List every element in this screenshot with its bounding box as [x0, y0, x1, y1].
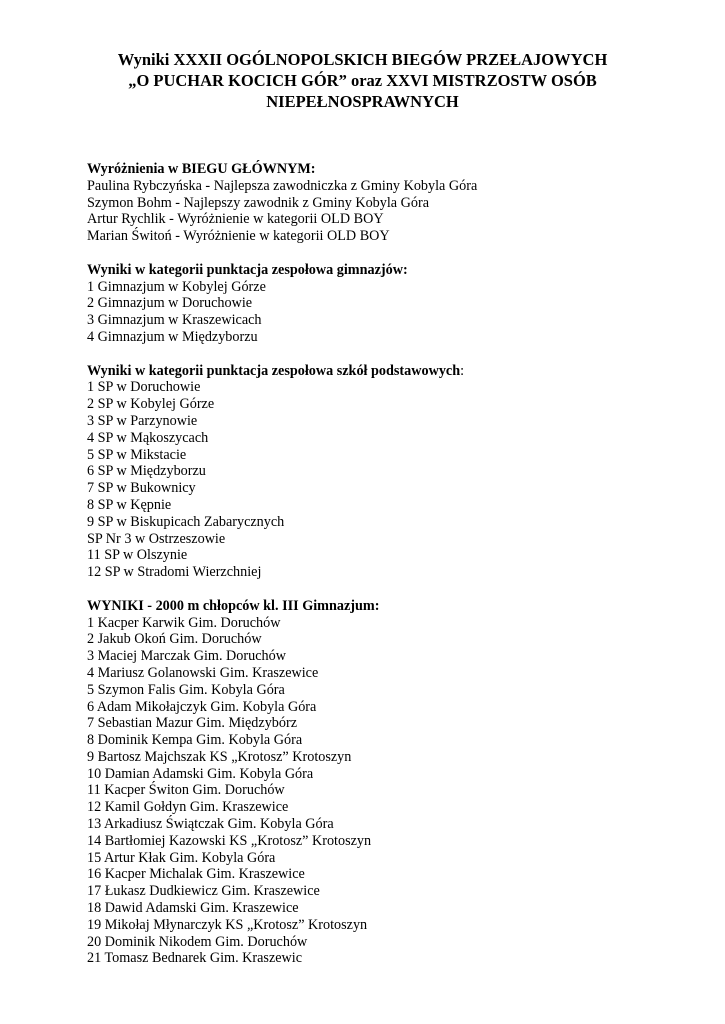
section-list	[87, 178, 707, 245]
list-item: 5 SP w Mikstacie	[87, 446, 187, 463]
list-item: 9 Bartosz Majchszak KS „Krotosz” Krotoszyn	[87, 748, 352, 765]
list-item: 11 Kacper Świton Gim. Doruchów	[87, 782, 285, 799]
section-heading-text: Wyniki w kategorii punktacja zespołowa szkół podstawowych	[87, 362, 461, 379]
list-item: 15 Artur Kłak Gim. Kobyla Góra	[87, 849, 276, 866]
section-team-gymnasiums	[87, 262, 707, 346]
list-item: 6 Adam Mikołajczyk Gim. Kobyla Góra	[87, 698, 317, 715]
list-item: 3 Gimnazjum w Kraszewicach	[87, 312, 262, 329]
list-item: 9 SP w Biskupicach Zabarycznych	[87, 513, 285, 530]
list-item: Artur Rychlik - Wyróżnienie w kategorii OLD BOY	[87, 211, 384, 228]
list-item: 3 Maciej Marczak Gim. Doruchów	[87, 648, 286, 665]
list-item: 1 Kacper Karwik Gim. Doruchów	[87, 614, 281, 631]
list-item: 4 Mariusz Golanowski Gim. Kraszewice	[87, 664, 319, 681]
list-item: 5 Szymon Falis Gim. Kobyla Góra	[87, 681, 285, 698]
title-line: Wyniki XXXII OGÓLNOPOLSKICH BIEGÓW PRZEŁAJOWYCH	[117, 50, 608, 69]
list-item: 14 Bartłomiej Kazowski KS „Krotosz” Krotoszyn	[87, 832, 372, 849]
list-item: 4 Gimnazjum w Międzyborzu	[87, 328, 258, 345]
section-heading	[87, 161, 707, 178]
section-heading-tail: :	[460, 362, 465, 379]
list-item: 20 Dominik Nikodem Gim. Doruchów	[87, 933, 308, 950]
section-list	[87, 279, 707, 346]
document-body	[87, 161, 707, 984]
list-item: 2 Gimnazjum w Doruchowie	[87, 295, 253, 312]
list-item: 8 SP w Kępnie	[87, 496, 172, 513]
list-item: Szymon Bohm - Najlepszy zawodnik z Gminy Kobyla Góra	[87, 194, 430, 211]
list-item: 16 Kacper Michalak Gim. Kraszewice	[87, 866, 305, 883]
section-distinctions	[87, 161, 707, 245]
list-item: 4 SP w Mąkoszycach	[87, 429, 209, 446]
list-item: 17 Łukasz Dudkiewicz Gim. Kraszewice	[87, 883, 320, 900]
section-list	[87, 615, 707, 968]
list-item: 19 Mikołaj Młynarczyk KS „Krotosz” Krotoszyn	[87, 916, 368, 933]
list-item: 21 Tomasz Bednarek Gim. Kraszewic	[87, 950, 303, 967]
list-item: 12 Kamil Gołdyn Gim. Kraszewice	[87, 799, 289, 816]
title-line: „O PUCHAR KOCICH GÓR” oraz XXVI MISTRZOSTW OSÓB	[128, 71, 597, 90]
section-team-primary-schools	[87, 363, 707, 581]
list-item: Marian Świtoń - Wyróżnienie w kategorii OLD BOY	[87, 228, 390, 245]
section-heading	[87, 363, 707, 380]
list-item: 1 Gimnazjum w Kobylej Górze	[87, 278, 266, 295]
list-item: 6 SP w Międzyborzu	[87, 463, 206, 480]
section-heading-text: Wyniki w kategorii punktacja zespołowa gimnazjów:	[87, 261, 408, 278]
list-item: Paulina Rybczyńska - Najlepsza zawodniczka z Gminy Kobyla Góra	[87, 177, 478, 194]
section-list	[87, 379, 707, 581]
list-item: 13 Arkadiusz Świątczak Gim. Kobyla Góra	[87, 816, 334, 833]
list-item: 2 Jakub Okoń Gim. Doruchów	[87, 631, 262, 648]
list-item: 8 Dominik Kempa Gim. Kobyla Góra	[87, 732, 303, 749]
list-item: 7 Sebastian Mazur Gim. Międzybórz	[87, 715, 297, 732]
list-item: SP Nr 3 w Ostrzeszowie	[87, 530, 226, 547]
section-heading-text: Wyróżnienia w BIEGU GŁÓWNYM:	[87, 161, 316, 177]
list-item: 3 SP w Parzynowie	[87, 412, 198, 429]
list-item: 7 SP w Bukownicy	[87, 480, 196, 497]
document-title	[60, 49, 665, 112]
title-line: NIEPEŁNOSPRAWNYCH	[266, 92, 459, 111]
list-item: 12 SP w Stradomi Wierzchniej	[87, 564, 262, 581]
list-item: 11 SP w Olszynie	[87, 547, 188, 564]
section-heading-text: WYNIKI - 2000 m chłopców kl. III Gimnazjum:	[87, 597, 380, 614]
list-item: 2 SP w Kobylej Górze	[87, 396, 215, 413]
list-item: 10 Damian Adamski Gim. Kobyla Góra	[87, 765, 314, 782]
section-results-2000m-boys	[87, 598, 707, 968]
list-item: 18 Dawid Adamski Gim. Kraszewice	[87, 900, 299, 917]
section-heading	[87, 262, 707, 279]
list-item: 1 SP w Doruchowie	[87, 379, 201, 396]
section-heading	[87, 598, 707, 615]
